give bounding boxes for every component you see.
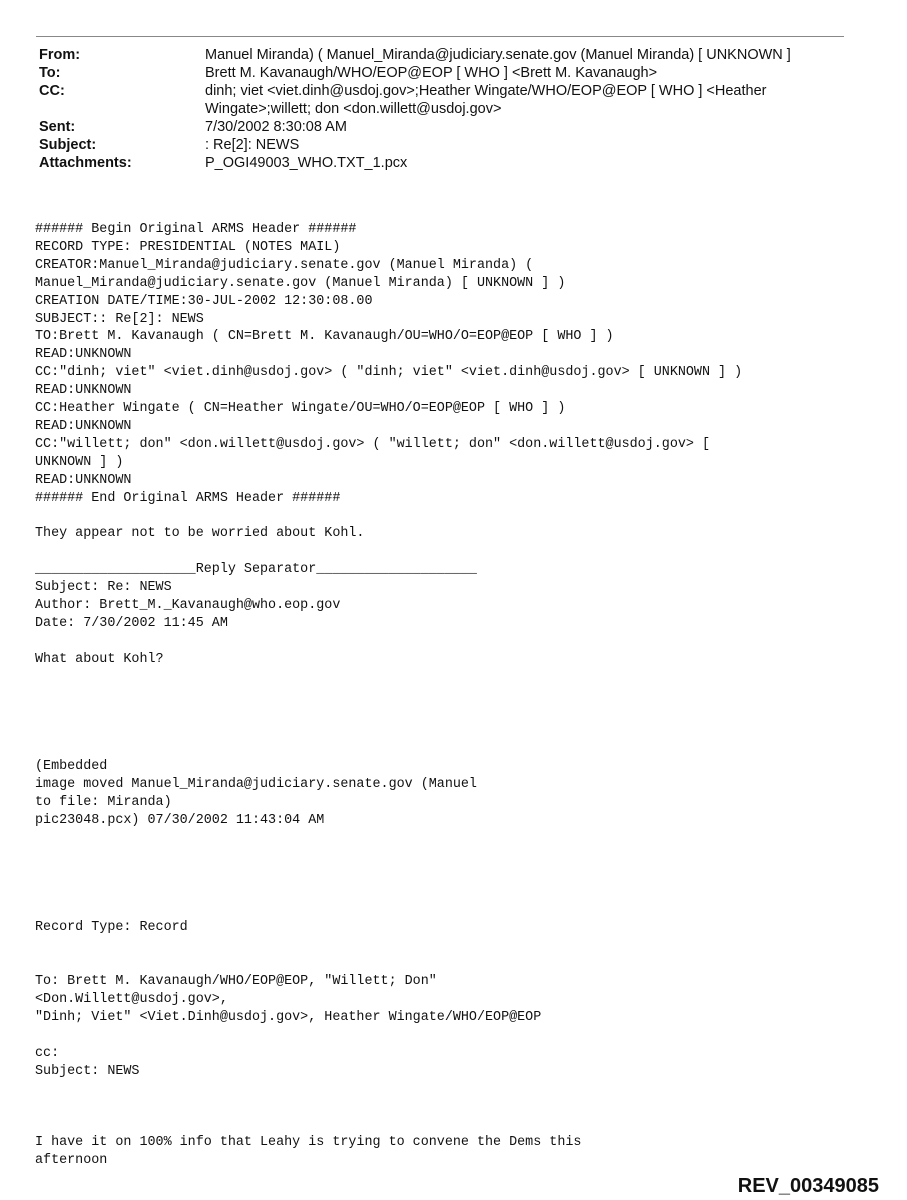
from-value: Manuel Miranda) ( Manuel_Miranda@judiciary.senate.gov (Manuel Miranda) [ UNKNOWN ] — [205, 47, 791, 63]
sent-label: Sent: — [39, 119, 76, 135]
bates-number: REV_00349085 — [737, 1175, 879, 1197]
subject-row — [39, 136, 839, 154]
sent-value: 7/30/2002 8:30:08 AM — [205, 119, 347, 135]
from-label: From: — [39, 47, 81, 63]
to-label: To: — [39, 65, 61, 81]
subject-value: : Re[2]: NEWS — [205, 137, 300, 153]
sent-row — [39, 118, 839, 136]
attachments-row — [39, 154, 839, 172]
cc-label: CC: — [39, 83, 65, 99]
attachments-value: P_OGI49003_WHO.TXT_1.pcx — [205, 155, 408, 171]
to-value: Brett M. Kavanaugh/WHO/EOP@EOP [ WHO ] <Brett M. Kavanaugh> — [205, 65, 658, 81]
email-body: ###### Begin Original ARMS Header ###### RECORD TYPE: PRESIDENTIAL (NOTES MAIL) CREATOR:Manuel_Miranda@judiciary.senate.gov (Manuel Miranda) ( Manuel_Miranda@judiciary.senate.gov (Manuel Miranda) [ UNKNOWN ] ) CREATION DATE/TIME:30-JUL-2002 12:30:08.00 SUBJECT:: Re[2]: NEWS TO:Brett M. Kavanaugh ( CN=Brett M. Kavanaugh/OU=WHO/O=EOP@EOP [ WHO ] ) READ:UNKNOWN CC:"dinh; viet" <viet.dinh@usdoj.gov> ( "dinh; viet" <viet.dinh@usdoj.gov> [ UNKNOWN ] ) READ:UNKNOWN CC:Heather Wingate ( CN=Heather Wingate/OU=WHO/O=EOP@EOP [ WHO ] ) READ:UNKNOWN CC:"willett; don" <don.willett@usdoj.gov> ( "willett; don" <don.willett@usdoj.gov> [ UNKNOWN ] ) READ:UNKNOWN ###### End Original ARMS Header ###### They appear not to be worried about Kohl. ____________________Reply Separator____________________ Subject: Re: NEWS Author: Brett_M._Kavanaugh@who.eop.gov Date: 7/30/2002 11:45 AM What about Kohl? (Embedded image moved Manuel_Miranda@judiciary.senate.gov (Manuel to file: Miranda) pic23048.pcx) 07/30/2002 11:43:04 AM Record Type: Record To: Brett M. Kavanaugh/WHO/EOP@EOP, "Willett; Don" <Don.Willett@usdoj.gov>, "Dinh; Viet" <Viet.Dinh@usdoj.gov>, Heather Wingate/WHO/EOP@EOP cc: Subject: NEWS I have it on 100% info that Leahy is trying to convene the Dems this afternoon — [35, 222, 743, 1169]
top-rule — [36, 36, 844, 37]
cc-row — [39, 82, 839, 118]
to-row — [39, 64, 839, 82]
from-row — [39, 46, 839, 64]
subject-label: Subject: — [39, 137, 97, 153]
email-header — [39, 46, 839, 172]
attachments-label: Attachments: — [39, 155, 132, 171]
cc-value: dinh; viet <viet.dinh@usdoj.gov>;Heather Wingate/WHO/EOP@EOP [ WHO ] <Heather Wingate>;willett; don <don.willett@usdoj.gov> — [205, 83, 767, 117]
